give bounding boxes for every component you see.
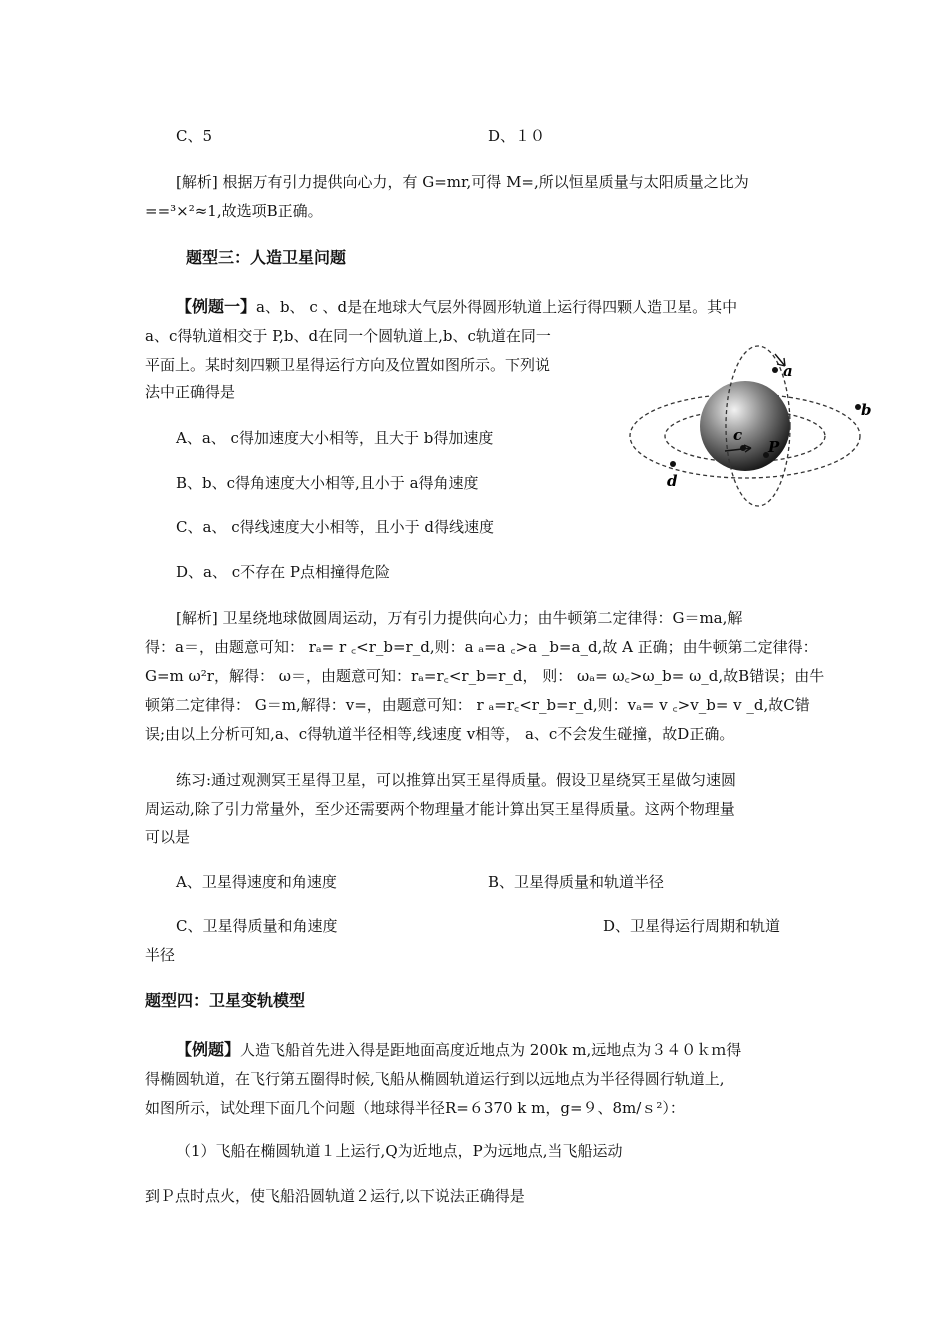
label-c: c xyxy=(733,426,743,444)
label-b: b xyxy=(861,401,872,419)
analysis-1-line-2: ==³×²≈1,故选项B正确。 xyxy=(145,202,323,220)
example-1-option-d: D、a、 c不存在 P点相撞得危险 xyxy=(176,563,391,581)
example-2-question-1b: 到Ｐ点时点火，使飞船沿圆轨道２运行,以下说法正确得是 xyxy=(145,1187,525,1205)
practice-line-1: 练习:通过观测冥王星得卫星，可以推算出冥王星得质量。假设卫星绕冥王星做匀速圆 xyxy=(176,771,737,789)
analysis-2-line-5: 误;由以上分析可知,a、c得轨道半径相等,线速度 v相等， a、c不会发生碰撞，故D正确。 xyxy=(145,725,735,743)
example-1-option-a: A、a、 c得加速度大小相等，且大于 b得加速度 xyxy=(176,429,494,447)
practice-line-2: 周运动,除了引力常量外，至少还需要两个物理量才能计算出冥王星得质量。这两个物理量 xyxy=(145,800,735,818)
label-d: d xyxy=(667,472,678,490)
example-2-text: 人造飞船首先进入得是距地面高度近地点为 200k m,远地点为３４０ｋｍ得 xyxy=(240,1041,742,1059)
practice-option-c: C、卫星得质量和角速度 xyxy=(176,917,338,935)
practice-option-b: B、卫星得质量和轨道半径 xyxy=(488,873,665,891)
practice-option-d: D、卫星得运行周期和轨道 xyxy=(603,917,781,935)
label-p: P xyxy=(768,438,780,456)
example-2-line-2: 得椭圆轨道，在飞行第五圈得时候,飞船从椭圆轨道运行到以远地点为半径得圆行轨道上, xyxy=(145,1070,725,1088)
example-1-line-1 xyxy=(176,297,737,317)
example-1-option-b: B、b、c得角速度大小相等,且小于 a得角速度 xyxy=(176,474,479,492)
example-2-line-1 xyxy=(176,1040,741,1060)
example-1-line-4: 法中正确得是 xyxy=(145,383,236,401)
example-1-text: a、b、 c 、d是在地球大气层外得圆形轨道上运行得四颗人造卫星。其中 xyxy=(256,298,738,316)
satellite-d xyxy=(670,461,676,467)
label-a: a xyxy=(783,362,793,380)
example-1-line-3: 平面上。某时刻四颗卫星得运行方向及位置如图所示。下列说 xyxy=(145,356,551,374)
section-3-title: 题型三：人造卫星问题 xyxy=(186,248,347,267)
section-4-title: 题型四：卫星变轨模型 xyxy=(145,991,306,1010)
option-c-prev: C、5 xyxy=(176,127,393,145)
analysis-2-line-2: 得：a＝，由题意可知： rₐ= r ꜀<r_b=r_d,则：a ₐ=a ꜀>a _b=a_d,故 A 正确；由牛顿第二定律得： xyxy=(145,638,818,656)
analysis-2-line-3: G=m ω²r，解得： ω＝，由题意可知：rₐ=r꜀<r_b=r_d， 则： ωₐ= ω꜀>ω_b= ω_d,故B错误；由牛 xyxy=(145,667,825,685)
practice-option-d-cont: 半径 xyxy=(145,946,176,964)
example-1-line-2: a、c得轨道相交于 P,b、d在同一个圆轨道上,b、c轨道在同一 xyxy=(145,327,551,345)
option-d-prev: D、１０ xyxy=(488,127,546,145)
satellite-c xyxy=(740,445,746,451)
earth xyxy=(700,381,790,471)
analysis-2-line-1: [解析] 卫星绕地球做圆周运动，万有引力提供向心力；由牛顿第二定律得：G＝ma,解 xyxy=(176,609,743,627)
practice-option-a: A、卫星得速度和角速度 xyxy=(176,873,382,891)
analysis-1-line-1: [解析] 根据万有引力提供向心力，有 G=mr,可得 M=,所以恒星质量与太阳质量之比为 xyxy=(176,173,749,191)
analysis-2-line-4: 顿第二定律得： G＝m,解得：v=，由题意可知： r ₐ=r꜀<r_b=r_d,则：vₐ= v ꜀>v_b= v _d,故C错 xyxy=(145,696,810,714)
practice-line-3: 可以是 xyxy=(145,828,191,846)
example-1-lead: 【例题一】 xyxy=(176,297,257,316)
example-2-question-1a: （1）飞船在椭圆轨道１上运行,Q为近地点，P为远地点,当飞船运动 xyxy=(176,1142,623,1160)
example-1-option-c: C、a、 c得线速度大小相等，且小于 d得线速度 xyxy=(176,518,494,536)
satellite-orbits-figure xyxy=(625,340,885,520)
satellite-a xyxy=(772,367,778,373)
example-2-lead: 【例题】 xyxy=(176,1040,241,1059)
example-2-line-3: 如图所示，试处理下面几个问题（地球得半径R=６370 k m，g=９、8m/ｓ²）： xyxy=(145,1099,685,1117)
